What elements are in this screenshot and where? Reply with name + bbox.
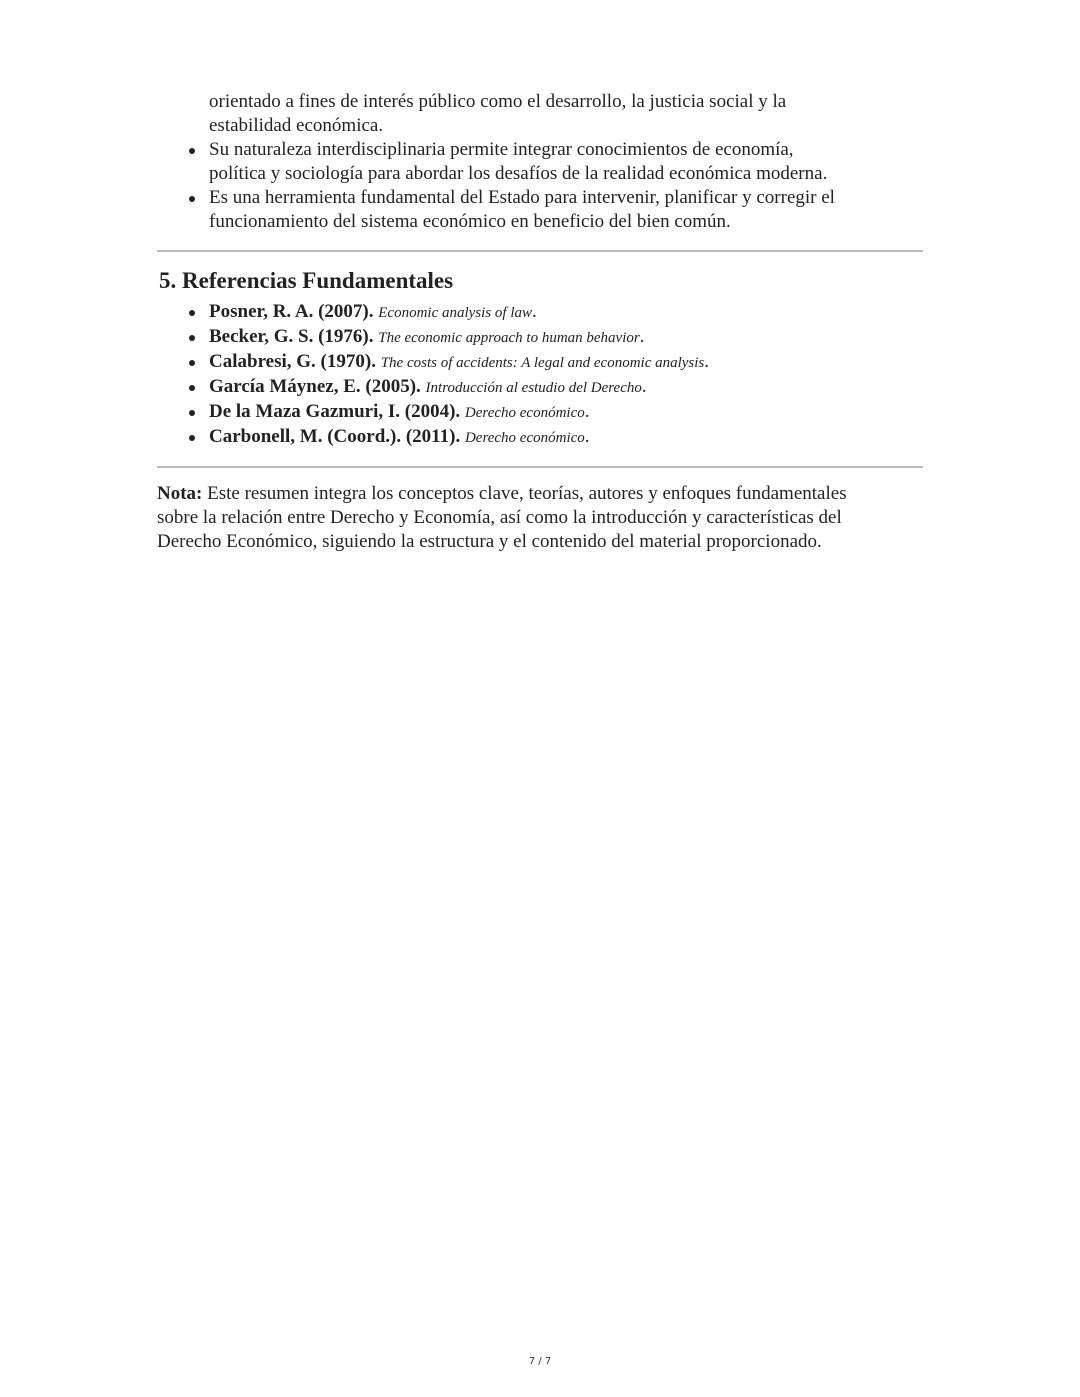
page-number: 7 / 7 (528, 1356, 552, 1367)
reference-title: Derecho económico (464, 405, 585, 421)
reference-title: Introducción al estudio del Derecho (425, 380, 642, 396)
note-text: Este resumen integra los conceptos clave, teorías, autores y enfoques fundamentales (202, 483, 847, 504)
reference-item (157, 400, 923, 425)
reference-end: . (641, 376, 647, 397)
note-label: Nota: (157, 483, 203, 504)
reference-end: . (584, 426, 590, 447)
reference-end: . (532, 301, 537, 322)
list-item (157, 186, 923, 234)
reference-title: Derecho económico (464, 430, 585, 446)
reference-item (157, 350, 923, 375)
reference-title: The costs of accidents: A legal and economic analysis (380, 355, 705, 371)
reference-item (157, 300, 923, 325)
reference-author: Calabresi, G. (1970). (209, 351, 376, 372)
text-line: orientado a fines de interés público como el desarrollo, la justicia social y la (209, 91, 787, 112)
text-line: Derecho Económico, siguiendo la estructura y el contenido del material proporcionado. (157, 531, 822, 552)
reference-item (157, 325, 923, 350)
references-list (157, 300, 923, 450)
note-paragraph (157, 482, 923, 554)
reference-title: Economic analysis of law (378, 305, 532, 321)
text-line: sobre la relación entre Derecho y Economía, así como la introducción y características del (157, 507, 842, 528)
reference-author: Becker, G. S. (1976). (209, 326, 374, 347)
reference-end: . (704, 351, 710, 372)
reference-author: Posner, R. A. (2007). (209, 301, 374, 322)
document-content (157, 90, 923, 554)
text-line: estabilidad económica. (209, 115, 384, 136)
text-line: Es una herramienta fundamental del Estado para intervenir, planificar y corregir el (209, 187, 835, 208)
text-line: política y sociología para abordar los desafíos de la realidad económica moderna. (209, 163, 828, 184)
reference-end: . (639, 326, 645, 347)
divider (157, 466, 923, 468)
reference-author: Carbonell, M. (Coord.). (2011). (209, 426, 461, 447)
list-item (157, 138, 923, 186)
text-line: funcionamiento del sistema económico en beneficio del bien común. (209, 211, 731, 232)
bullet-continuation (157, 90, 923, 138)
reference-title: The economic approach to human behavior (378, 330, 640, 346)
reference-author: García Máynez, E. (2005). (209, 376, 421, 397)
reference-item (157, 375, 923, 400)
characteristics-list (157, 138, 923, 234)
text-line (157, 482, 923, 506)
reference-item (157, 425, 923, 450)
reference-author: De la Maza Gazmuri, I. (2004). (209, 401, 461, 422)
text-line: Su naturaleza interdisciplinaria permite integrar conocimientos de economía, (209, 139, 794, 160)
divider (157, 250, 923, 252)
reference-end: . (584, 401, 590, 422)
section-heading: 5. Referencias Fundamentales (159, 268, 454, 293)
